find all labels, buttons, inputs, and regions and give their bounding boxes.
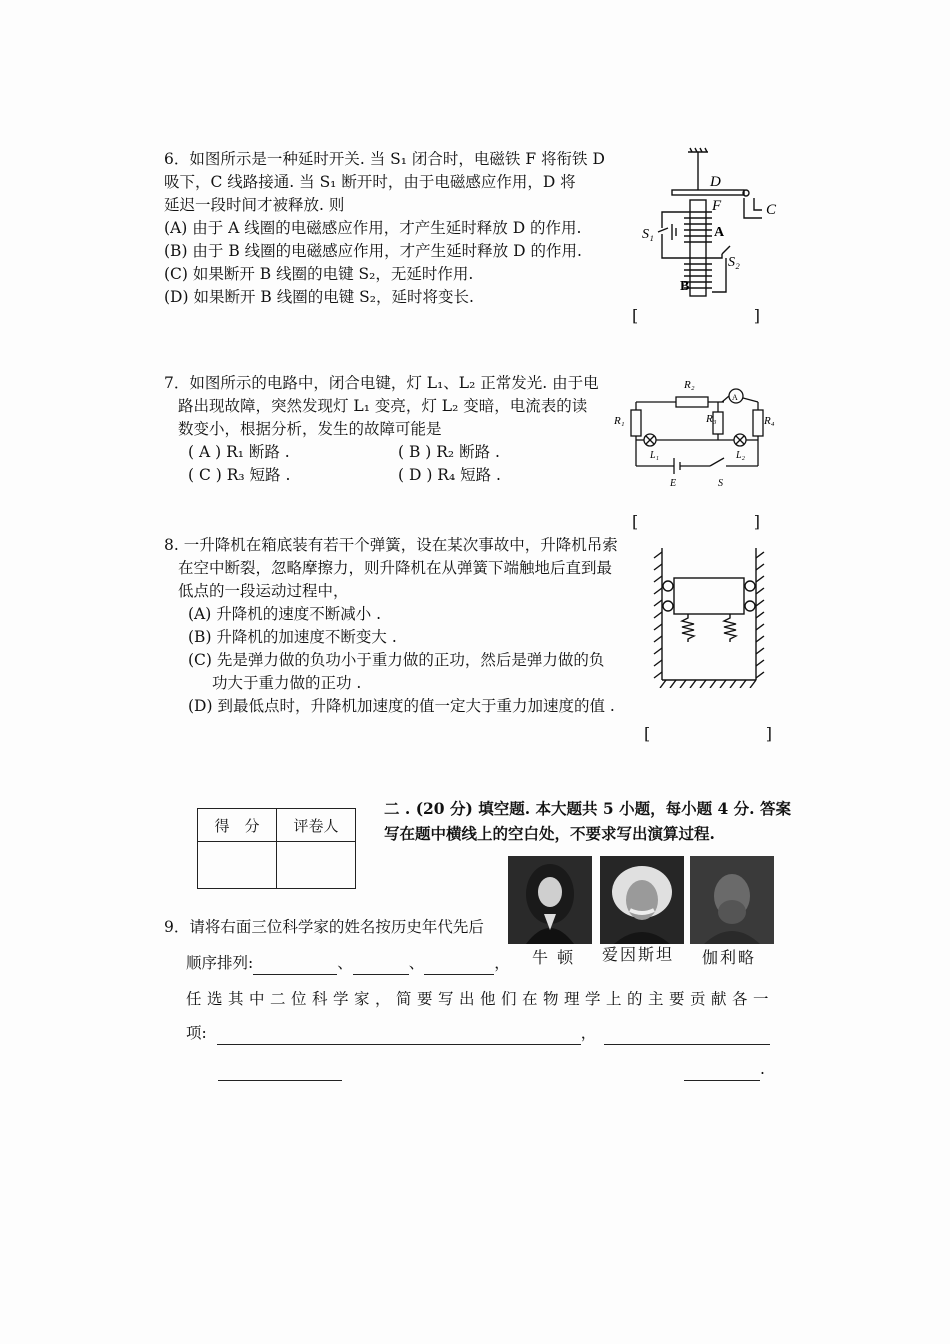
- q7-label-s: S: [718, 478, 723, 489]
- q6-option-b: (B) 由于 B 线圈的电磁感应作用，才产生延时释放 D 的作用.: [164, 242, 582, 260]
- section-2-heading: [384, 796, 791, 846]
- q6-option-a: (A) 由于 A 线圈的电磁感应作用，才产生延时释放 D 的作用.: [164, 219, 582, 237]
- q7-stem-line3: 数变小，根据分析，发生的故障可能是: [178, 420, 442, 438]
- q7-option-b: ( B ) R₂ 断路 .: [398, 443, 500, 461]
- score-header: 得 分: [198, 809, 277, 842]
- portrait-newton: [508, 856, 592, 944]
- grader-cell[interactable]: [277, 842, 356, 889]
- name-newton: 牛 顿: [532, 948, 576, 967]
- q9-sep2: 、: [408, 954, 425, 972]
- q7-circuit-figure: [612, 374, 780, 490]
- q7-option-d: ( D ) R₄ 短路 .: [398, 466, 501, 484]
- q7-label-l2: L₂: [736, 450, 746, 461]
- q8-option-c: (C) 先是弹力做的负功小于重力做的正功，然后是弹力做的负: [188, 651, 605, 669]
- grader-header: 评卷人: [277, 809, 356, 842]
- q7-label-e: E: [670, 478, 677, 489]
- q6-delay-switch-figure: [636, 146, 786, 304]
- q6-option-c: (C) 如果断开 B 线圈的电键 S₂，无延时作用.: [164, 265, 474, 283]
- q7-answer-bracket: [632, 512, 760, 531]
- q7-option-a: ( A ) R₁ 断路 .: [188, 443, 290, 461]
- q9-blank-7[interactable]: [684, 1064, 760, 1081]
- q6-label-d: D: [710, 174, 721, 190]
- q9-blank-5[interactable]: [604, 1028, 770, 1045]
- q9-comma: ，: [580, 1024, 597, 1042]
- q7-label-ammeter: A: [732, 393, 738, 402]
- bracket-close: ]: [765, 724, 772, 743]
- q6-label-f: F: [712, 198, 722, 214]
- question-6: [164, 148, 634, 309]
- q7-stem-line1: 7．如图所示的电路中，闭合电键，灯 L₁、L₂ 正常发光. 由于电: [164, 374, 599, 392]
- q9-order-line: [186, 952, 516, 975]
- bracket-close: ]: [753, 512, 760, 531]
- q6-label-a: A: [714, 225, 725, 240]
- q8-stem-line2: 在空中断裂，忽略摩擦力，则升降机在从弹簧下端触地后直到最: [178, 559, 613, 577]
- bracket-open: [: [632, 512, 639, 531]
- q9-blank-4[interactable]: [217, 1028, 581, 1045]
- q8-option-a: (A) 升降机的速度不断减小 .: [188, 605, 382, 623]
- q8-elevator-figure: [652, 548, 768, 688]
- q6-stem-line1: 6．如图所示是一种延时开关. 当 S₁ 闭合时，电磁铁 F 将衔铁 D: [164, 150, 605, 168]
- q6-label-s2: S₂: [728, 255, 740, 270]
- section-2-line2: 写在题中横线上的空白处，不要求写出演算过程.: [384, 824, 715, 843]
- q6-stem-line2: 吸下，C 线路接通. 当 S₁ 断开时，由于电磁感应作用，D 将: [164, 173, 576, 191]
- q8-option-d: (D) 到最低点时，升降机加速度的值一定大于重力加速度的值 .: [188, 697, 615, 715]
- q7-option-c: ( C ) R₃ 短路 .: [188, 466, 291, 484]
- q6-label-c: C: [766, 202, 777, 218]
- q8-option-b: (B) 升降机的加速度不断变大 .: [188, 628, 397, 646]
- name-einstein: 爱因斯坦: [602, 945, 675, 964]
- name-galileo: 伽利略: [702, 948, 757, 967]
- q7-stem-line2: 路出现故障，突然发现灯 L₁ 变亮，灯 L₂ 变暗，电流表的读: [178, 397, 588, 415]
- portrait-einstein: [600, 856, 684, 944]
- q6-label-s1: S₁: [642, 227, 654, 242]
- q6-option-d: (D) 如果断开 B 线圈的电键 S₂，延时将变长.: [164, 288, 474, 306]
- q9-order-label: 顺序排列:: [186, 954, 254, 972]
- q8-answer-bracket: [644, 724, 772, 743]
- q6-label-b: B: [680, 279, 690, 294]
- q9-contribution-line: [186, 988, 786, 1011]
- q9-item-label: 项:: [186, 1024, 207, 1042]
- bracket-open: [: [632, 306, 639, 325]
- bracket-open: [: [644, 724, 651, 743]
- score-table: [197, 808, 356, 889]
- q8-option-c-cont: 功大于重力做的正功 .: [212, 674, 362, 692]
- q9-end-comma: ，: [494, 954, 510, 972]
- q7-label-r3: R₃: [706, 413, 717, 425]
- q7-label-l1: L₁: [650, 450, 660, 461]
- q9-blank-1[interactable]: [253, 958, 337, 975]
- portrait-galileo: [690, 856, 774, 944]
- question-9: [164, 916, 494, 939]
- q7-label-r1: R₁: [614, 415, 625, 427]
- bracket-close: ]: [753, 306, 760, 325]
- q9-period: .: [760, 1060, 765, 1078]
- q9-blank-6[interactable]: [218, 1064, 342, 1081]
- q6-stem-line3: 延迟一段时间才被释放. 则: [164, 196, 345, 214]
- question-7: [164, 372, 614, 487]
- q8-stem-line3: 低点的一段运动过程中，: [178, 582, 349, 600]
- q9-stem-line1: 9．请将右面三位科学家的姓名按历史年代先后: [164, 918, 484, 936]
- q7-label-r2: R₂: [684, 379, 695, 391]
- q9-answer-line-2: [218, 1058, 778, 1081]
- q9-sep1: 、: [337, 954, 353, 972]
- q9-blank-3[interactable]: [424, 958, 494, 975]
- q6-answer-bracket: [632, 306, 760, 325]
- score-cell[interactable]: [198, 842, 277, 889]
- q9-blank-2[interactable]: [353, 958, 409, 975]
- q8-stem-line1: 8. 一升降机在箱底装有若干个弹簧，设在某次事故中，升降机吊索: [164, 536, 618, 554]
- q9-answer-line: [186, 1022, 776, 1045]
- section-2-line1: 二 . (20 分) 填空题. 本大题共 5 小题，每小题 4 分. 答案: [384, 799, 791, 818]
- q7-label-r4: R₄: [764, 415, 775, 427]
- q9-stem-line3: 任选其中二位科学家，简要写出他们在物理学上的主要贡献各一: [186, 990, 775, 1008]
- question-8: [164, 534, 644, 718]
